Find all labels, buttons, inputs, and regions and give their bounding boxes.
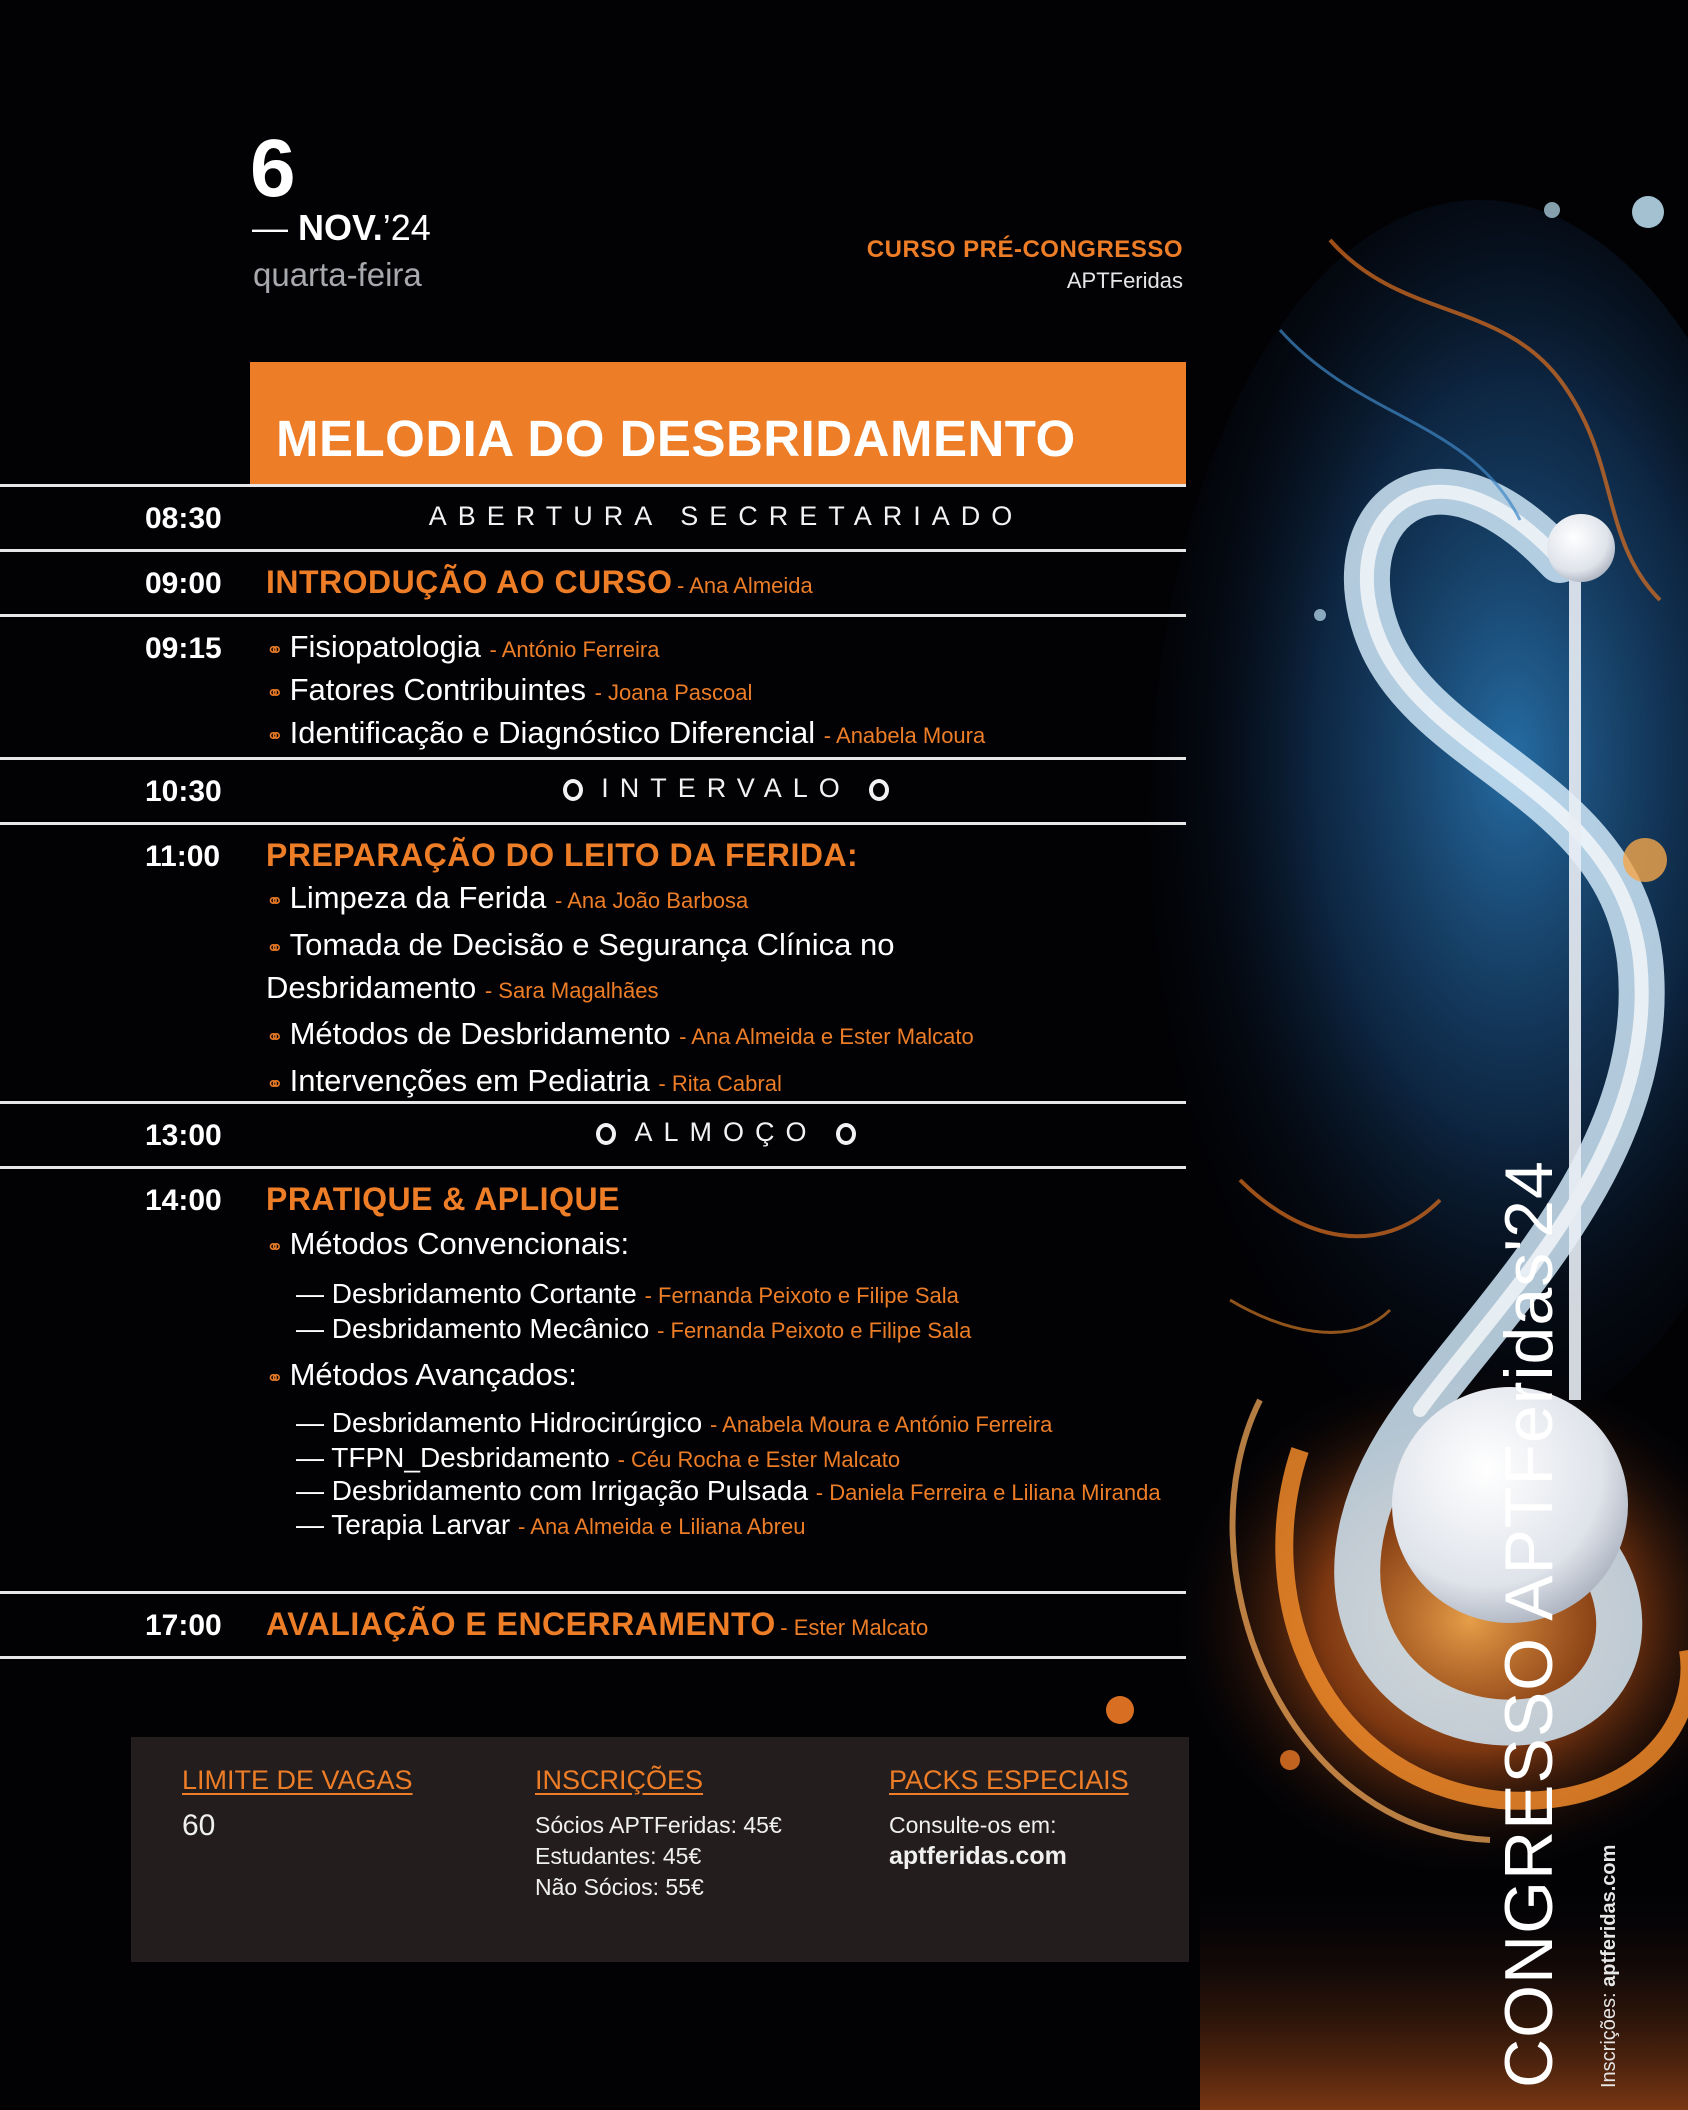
closing-speaker: - Ester Malcato [780, 1615, 929, 1640]
title-banner [250, 362, 1186, 484]
sub-item [266, 1277, 1172, 1312]
sub-item-text: — Desbridamento com Irrigação Pulsada [296, 1475, 809, 1506]
sub-item-speaker: - Daniela Ferreira e Liliana Miranda [815, 1480, 1161, 1505]
block2-items [266, 825, 1186, 1104]
break-label: INTERVALO [601, 773, 851, 803]
pre-congress-title: CURSO PRÉ-CONGRESSO [866, 236, 1183, 263]
limit-column [182, 1765, 413, 1841]
list-item [266, 713, 1172, 756]
time-label: 17:00 [145, 1609, 222, 1642]
pre-congress-block [867, 236, 1183, 294]
bullet-icon: ⚭ [266, 1367, 284, 1390]
list-item [266, 670, 1172, 713]
sub-item-text: — Desbridamento Cortante [296, 1278, 637, 1309]
price-item: Sócios APTFeridas: 45€ [535, 1812, 782, 1838]
bullet-icon: ⚭ [266, 1073, 284, 1096]
time-label: 13:00 [145, 1119, 222, 1152]
bullet-icon: ⚭ [266, 890, 284, 913]
item-speaker: - Ana Almeida e Ester Malcato [679, 1024, 974, 1049]
list-item [266, 878, 1172, 921]
schedule-row-lunch [0, 1101, 1186, 1166]
month-label: NOV. [298, 207, 383, 248]
time-label: 11:00 [145, 840, 221, 873]
price-item: Não Sócios: 55€ [535, 1874, 704, 1900]
intro-block [266, 552, 1186, 601]
item-text: Métodos de Desbridamento [289, 1016, 671, 1051]
opening-label: ABERTURA SECRETARIADO [428, 501, 1024, 531]
schedule-row-opening [0, 484, 1186, 549]
registration-vertical [1598, 1845, 1621, 2088]
sub-item [266, 1441, 1172, 1476]
congress-vertical-title: CONGRESSO APTFeridas'24 [1491, 1160, 1567, 2088]
list-item [266, 1224, 1172, 1267]
list-item [266, 925, 966, 1010]
item-speaker: - Joana Pascoal [594, 680, 753, 705]
sub-item-text: — TFPN_Desbridamento [296, 1442, 610, 1473]
bullet-icon: ⚭ [266, 725, 284, 748]
item-text: Tomada de Decisão e Segurança Clínica no Desbridamento [266, 927, 895, 1005]
item-speaker: - Anabela Moura [823, 723, 986, 748]
ring-icon [836, 1123, 856, 1145]
price-item: Estudantes: 45€ [535, 1843, 702, 1869]
price-list [535, 1810, 782, 1903]
lunch-label: ALMOÇO [634, 1117, 818, 1147]
sub-item [266, 1476, 1172, 1508]
item-speaker: - António Ferreira [489, 637, 660, 662]
item-speaker: - Rita Cabral [658, 1071, 782, 1096]
item-text: Identificação e Diagnóstico Diferencial [289, 715, 816, 750]
ring-icon [596, 1123, 616, 1145]
time-label: 09:00 [145, 567, 222, 600]
schedule-row-intro [0, 549, 1186, 614]
pre-congress-org: APTFeridas [1066, 268, 1183, 293]
list-item [266, 627, 1172, 670]
limit-value: 60 [182, 1809, 216, 1842]
item-text: Métodos Avançados: [289, 1357, 577, 1392]
year-label: ’24 [382, 207, 431, 248]
event-weekday: quarta-feira [253, 256, 422, 293]
sub-item-speaker: - Fernanda Peixoto e Filipe Sala [644, 1283, 959, 1308]
bullet-icon: ⚭ [266, 1236, 284, 1259]
closing-block [266, 1594, 1186, 1643]
sub-item-text: — Desbridamento Mecânico [296, 1313, 650, 1344]
list-item [266, 1355, 1172, 1398]
packs-column [889, 1765, 1129, 1872]
event-month [252, 207, 431, 248]
bullet-icon: ⚭ [266, 937, 284, 960]
time-label: 14:00 [145, 1184, 222, 1217]
packs-text: Consulte-os em: [889, 1812, 1057, 1838]
block1-items [266, 617, 1186, 756]
sub-item-speaker: - Anabela Moura e António Ferreira [709, 1412, 1053, 1437]
sub-item-speaker: - Céu Rocha e Ester Malcato [617, 1447, 901, 1472]
sub-item [266, 1508, 1172, 1543]
event-day: 6 [250, 123, 296, 214]
ring-icon [869, 779, 889, 801]
bullet-icon: ⚭ [266, 1026, 284, 1049]
sub-item-speaker: - Ana Almeida e Liliana Abreu [518, 1514, 806, 1539]
block3-title: PRATIQUE & APLIQUE [266, 1181, 620, 1217]
item-speaker: - Sara Magalhães [484, 978, 659, 1003]
item-text: Intervenções em Pediatria [289, 1063, 650, 1098]
block2-title: PREPARAÇÃO DO LEITO DA FERIDA: [266, 837, 859, 873]
sub-item [266, 1312, 1172, 1347]
time-label: 10:30 [145, 775, 222, 808]
bullet-icon: ⚭ [266, 639, 284, 662]
intro-title: INTRODUÇÃO AO CURSO [266, 564, 673, 600]
registration-column [535, 1765, 782, 1903]
page-title: MELODIA DO DESBRIDAMENTO [276, 410, 1076, 467]
closing-title: AVALIAÇÃO E ENCERRAMENTO [266, 1606, 776, 1642]
schedule-row-block3 [0, 1166, 1186, 1591]
registration-prefix: Inscrições: [1598, 1992, 1620, 2088]
item-speaker: - Ana João Barbosa [554, 888, 749, 913]
schedule-row-break [0, 757, 1186, 822]
packs-site-link[interactable]: aptferidas.com [889, 1842, 1067, 1870]
ring-icon [563, 779, 583, 801]
time-label: 08:30 [145, 502, 222, 535]
month-dash: — [252, 207, 299, 248]
sub-item-text: — Terapia Larvar [296, 1509, 511, 1540]
list-item [266, 1061, 1172, 1104]
list-item [266, 1014, 1172, 1057]
schedule-row-block2 [0, 822, 1186, 1101]
intro-speaker: - Ana Almeida [676, 573, 813, 598]
item-text: Métodos Convencionais: [289, 1226, 630, 1261]
packs-block [889, 1810, 1129, 1872]
item-text: Fisiopatologia [289, 629, 481, 664]
packs-heading: PACKS ESPECIAIS [889, 1765, 1129, 1795]
sub-item-speaker: - Fernanda Peixoto e Filipe Sala [657, 1318, 972, 1343]
sub-item [266, 1406, 1172, 1441]
registration-heading: INSCRIÇÕES [535, 1765, 704, 1795]
bullet-icon: ⚭ [266, 682, 284, 705]
time-label: 09:15 [145, 632, 222, 665]
info-box [131, 1737, 1189, 1962]
registration-site-link[interactable]: aptferidas.com [1598, 1844, 1620, 1987]
schedule-table [0, 484, 1186, 1659]
sub-item-text: — Desbridamento Hidrocirúrgico [296, 1407, 703, 1438]
schedule-row-closing [0, 1591, 1186, 1659]
block3-items [266, 1169, 1186, 1543]
schedule-row-block1 [0, 614, 1186, 757]
limit-heading: LIMITE DE VAGAS [182, 1765, 413, 1795]
item-text: Limpeza da Ferida [289, 880, 547, 915]
item-text: Fatores Contribuintes [289, 672, 586, 707]
